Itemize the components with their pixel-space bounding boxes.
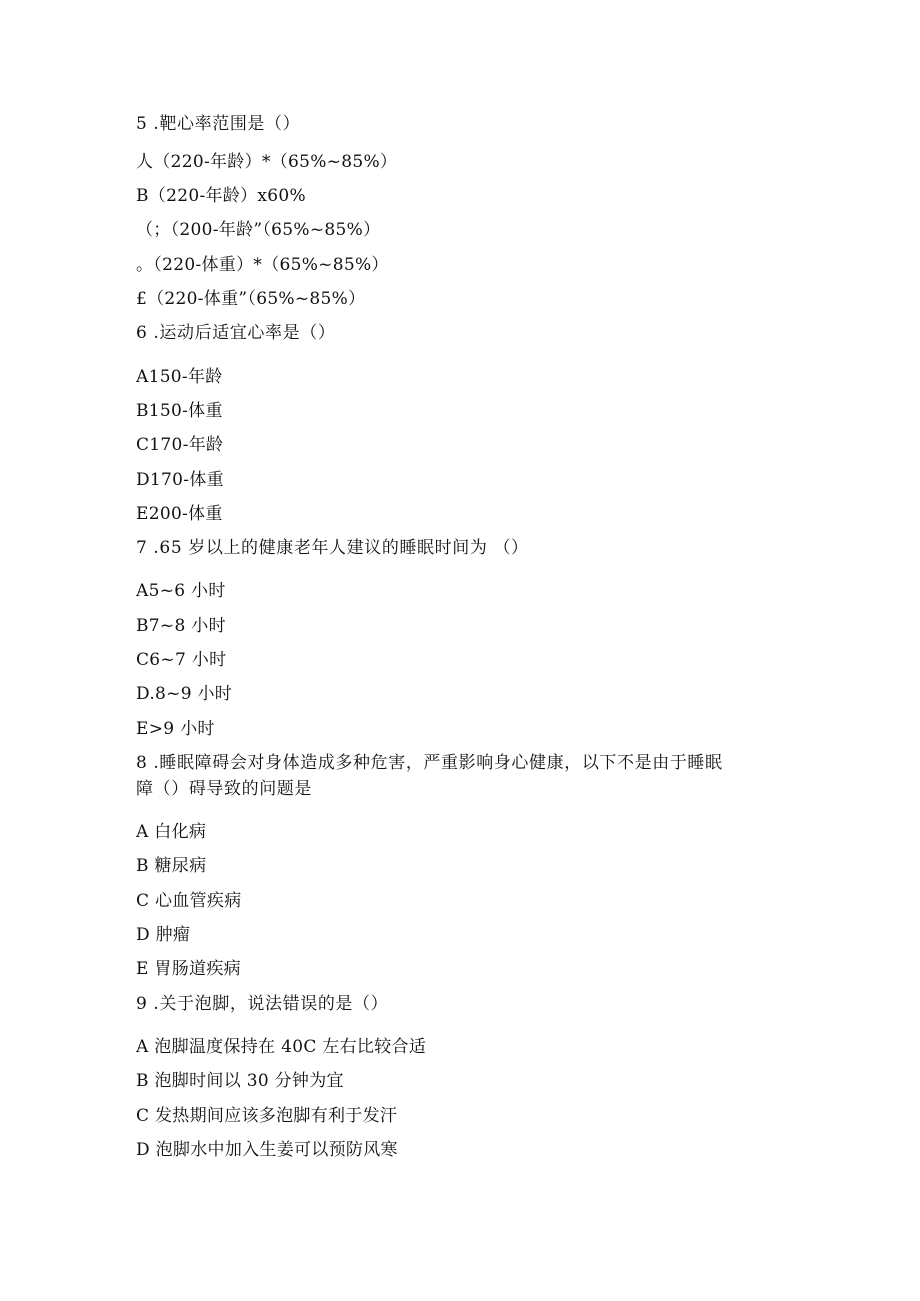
question-7-option-b: B7~8 小时 — [136, 616, 226, 636]
question-9-option-d: D 泡脚水中加入生姜可以预防风寒 — [136, 1140, 398, 1160]
question-6-option-b: B150-体重 — [136, 401, 223, 421]
question-8-option-e: E 胃肠道疾病 — [136, 959, 241, 979]
question-5-option-a: 人（220-年龄）*（65%~85%） — [136, 152, 398, 172]
question-5-stem: 5 .靶心率范围是（） — [136, 114, 301, 134]
question-7-option-e: E>9 小时 — [136, 719, 215, 739]
question-8-option-b: B 糖尿病 — [136, 856, 207, 876]
question-6-option-a: A150-年龄 — [136, 367, 223, 387]
question-5-option-d: 。（220-体重）*（65%~85%） — [136, 255, 389, 275]
question-6-option-d: D170-体重 — [136, 470, 224, 490]
question-8-option-c: C 心血管疾病 — [136, 891, 242, 911]
question-8-option-d: D 肿瘤 — [136, 925, 191, 945]
question-7-option-c: C6~7 小时 — [136, 650, 227, 670]
question-7-option-d: D.8~9 小时 — [136, 684, 233, 704]
question-9-option-c: C 发热期间应该多泡脚有利于发汗 — [136, 1106, 398, 1126]
question-8-stem-line-2: 障（）碍导致的问题是 — [136, 779, 312, 799]
question-7-stem: 7 .65 岁以上的健康老年人建议的睡眠时间为 （） — [136, 538, 529, 558]
question-5-option-c: （；（200-年龄”（65%~85%） — [136, 220, 381, 240]
question-6-option-e: E200-体重 — [136, 504, 223, 524]
question-8-option-a: A 白化病 — [136, 822, 207, 842]
question-5-option-b: B（220-年龄）x60% — [136, 186, 306, 206]
question-6-option-c: C170-年龄 — [136, 435, 224, 455]
question-8-stem-line-1: 8 .睡眠障碍会对身体造成多种危害，严重影响身心健康，以下不是由于睡眠 — [136, 753, 723, 773]
question-5-option-e: £（220-体重”（65%~85%） — [136, 289, 366, 309]
question-7-option-a: A5~6 小时 — [136, 581, 226, 601]
question-9-option-a: A 泡脚温度保持在 40C 左右比较合适 — [136, 1037, 427, 1057]
question-9-option-b: B 泡脚时间以 30 分钟为宜 — [136, 1071, 344, 1091]
question-6-stem: 6 .运动后适宜心率是（） — [136, 323, 336, 343]
question-9-stem: 9 .关于泡脚，说法错误的是（） — [136, 994, 389, 1014]
